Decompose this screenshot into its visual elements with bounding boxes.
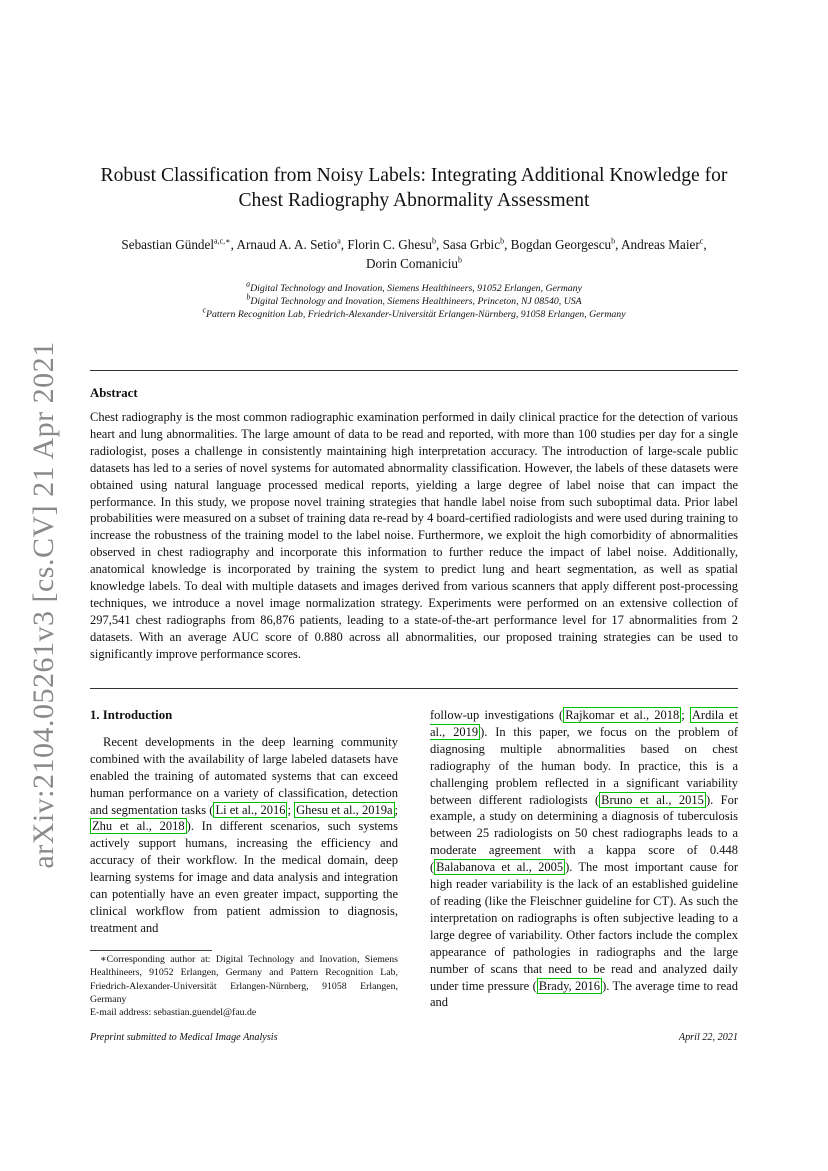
arxiv-identifier-text: arXiv:2104.05261v3 [cs.CV] 21 Apr 2021 xyxy=(27,341,60,869)
footnote-text: ∗Corresponding author at: Digital Technology and Inovation, Siemens Healthineers, 91052 Erlangen, Germany and Pattern Recognition Lab, Friedrich-Alexander-Universität Erlangen-Nürnberg, 91058 Erlangen, Germany xyxy=(90,954,398,1005)
citation-link[interactable]: Li et al., 2016 xyxy=(215,802,286,817)
citation-link[interactable]: Balabanova et al., 2005 xyxy=(436,860,564,875)
affiliations xyxy=(90,279,738,322)
author-name: Arnaud A. A. Setio xyxy=(236,237,338,252)
intro-paragraph-right xyxy=(430,707,738,1011)
citation-link[interactable]: Ghesu et al., 2019a xyxy=(296,802,393,817)
body-text: Recent developments in the deep learning community combined with the availability of large labeled datasets have enabled the training of automated systems that can exceed human performance on a variety of classification, detection and segmentation tasks ( xyxy=(90,734,398,817)
author-affiliation-mark: a xyxy=(337,236,341,246)
affiliation-line: $^b$Digital Technology and Inovation, Siemens Healthineers, Princeton, NJ 08540, USA xyxy=(246,292,582,308)
abstract-heading: Abstract xyxy=(90,386,138,400)
body-text: ). In different scenarios, such systems actively support humans, increasing the efficiency and accuracy of their workflow. In the medical domain, deep learning systems for image and data analysis and integration can potentially have an even greater impact, supporting the clinical workflow from patient admission to diagnosis, treatment and xyxy=(90,819,398,935)
author-affiliation-mark: b xyxy=(457,255,462,265)
author-name: Dorin Comaniciu xyxy=(366,256,458,271)
author-name: Bogdan Georgescu xyxy=(510,237,612,252)
author-affiliation-mark: b xyxy=(500,236,505,246)
body-text: ). The most important cause for high reader variability is the lack of an established guideline of reading (like the Fleischner guideline for CT). As such the interpretation on radiographs is often subjective leading to a large degree of variability. Other factors include the complex appearance of pathologies in radiographs and the large number of scans that need to be read and analyzed daily under time pressure ( xyxy=(430,860,738,993)
body-text: ). In this paper, we focus on the problem of diagnosing multiple abnormalities based on chest radiography of the human body. In practice, this is a challenging problem reflected in a significant variability between different radiologists ( xyxy=(430,724,738,807)
citation-link[interactable]: Brady, 2016 xyxy=(538,978,601,993)
body-text: follow-up investigations ( xyxy=(430,708,564,722)
citation-link[interactable]: Zhu et al., 2018 xyxy=(92,819,185,834)
author-list: Sebastian Gündel$^{a,c,∗}$, Arnaud A. A. Setio$^a$, Florin C. Ghesu$^b$, Sasa Grbic$^b$, Bogdan Georgescu$^b$, Andreas Maier$^c$, Dorin Comaniciu$^b$ xyxy=(121,236,707,271)
affiliation-line: $^c$Pattern Recognition Lab, Friedrich-Alexander-Universität Erlangen-Nürnberg, 91058 Erlangen, Germany xyxy=(202,306,626,321)
section-heading-introduction: 1. Introduction xyxy=(90,708,173,722)
author-name: Sebastian Gündel xyxy=(121,237,215,252)
abstract-top-rule xyxy=(90,370,738,371)
left-column xyxy=(90,707,398,937)
footer-journal: Preprint submitted to Medical Image Analysis xyxy=(90,1032,278,1043)
paper-title: Robust Classification from Noisy Labels: Integrating Additional Knowledge for Chest Radiography Abnormality Assessment xyxy=(100,165,728,211)
body-text: ). The average time to read and xyxy=(430,978,738,1010)
author-affiliation-mark: a,c,∗ xyxy=(214,236,231,246)
author-name: Sasa Grbic xyxy=(442,237,501,252)
arxiv-identifier xyxy=(20,341,68,869)
author-name: Florin C. Ghesu xyxy=(347,237,432,252)
body-text: ; xyxy=(681,708,690,722)
footnote-rule xyxy=(90,950,212,951)
citation-link[interactable]: Ardila et al., 2019 xyxy=(430,708,738,739)
author-affiliation-mark: c xyxy=(699,236,704,246)
abstract-text: Chest radiography is the most common radiographic examination performed in daily clinical practice for the detection of various heart and lung abnormalities. The large amount of data to be read and reported, with more than 100 studies per day for a single radiologist, poses a challenge in consistently maintaining high interpretation accuracy. The introduction of large-scale public datasets has led to a series of novel systems for automated abnormality classification. However, the labels of these datasets were obtained using natural language processed medical reports, yielding a large degree of label noise that can impact the performance. In this study, we propose novel training strategies that handle label noise from such suboptimal data. Prior label probabilities were measured on a subset of training data re-read by 4 board-certified radiologists and were used during training to increase the robustness of the training model to the label noise. Furthermore, we exploit the high comorbidity of abnormalities observed in chest radiography and incorporate this information to further reduce the impact of label noise. Additionally, anatomical knowledge is incorporated by training the system to predict lung and heart segmentation, as well as spatial knowledge labels. To deal with multiple datasets and images derived from various scanners that apply different post-processing techniques, we introduce a novel image normalization strategy. Experiments were performed on an extensive collection of 297,541 chest radiographs from 86,876 patients, leading to a state-of-the-art performance level for 17 abnormalities from 2 datasets. With an average AUC score of 0.880 across all abnormalities, our proposed training strategies can be used to significantly improve performance scores. xyxy=(90,410,738,661)
affiliation-line: $^a$Digital Technology and Inovation, Siemens Healthineers, 91052 Erlangen, Germany xyxy=(246,279,582,294)
author-affiliation-mark: b xyxy=(611,236,616,246)
footer-date: April 22, 2021 xyxy=(678,1032,738,1043)
abstract-bottom-rule xyxy=(90,688,738,689)
author-name: Andreas Maier xyxy=(621,237,700,252)
footnote xyxy=(90,953,398,1019)
body-text: ; xyxy=(287,802,295,817)
intro-paragraph-left xyxy=(90,734,398,937)
citation-link[interactable]: Rajkomar et al., 2018 xyxy=(565,708,680,722)
right-column xyxy=(430,707,738,1011)
body-text: ; xyxy=(394,802,398,817)
author-affiliation-mark: b xyxy=(431,236,436,246)
footnote-email: E-mail address: sebastian.guendel@fau.de xyxy=(90,1007,257,1019)
citation-link[interactable]: Bruno et al., 2015 xyxy=(601,792,704,807)
body-text: ). For example, a study on determining a diagnosis of tuberculosis between 25 radiologists on 50 chest radiographs leads to a moderate agreement with a kappa score of 0.448 ( xyxy=(430,792,738,875)
